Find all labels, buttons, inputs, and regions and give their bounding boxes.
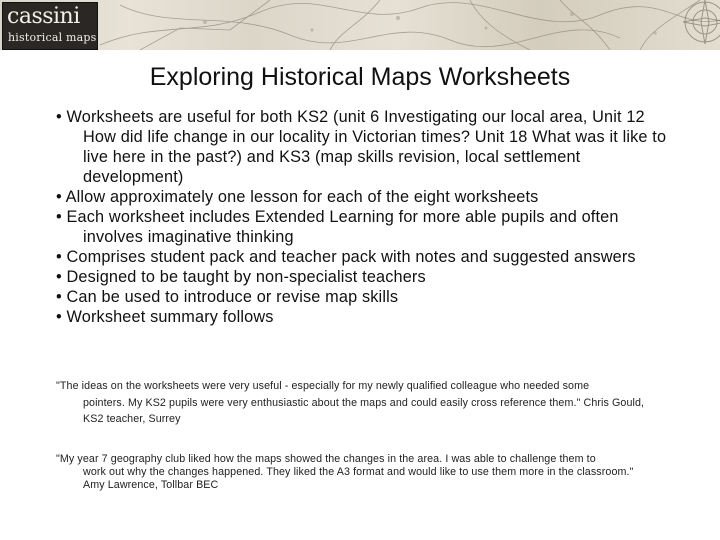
bullet-item: • Allow approximately one lesson for each of the eight worksheets: [56, 188, 539, 206]
bullet-item: • Designed to be taught by non-specialist teachers: [56, 268, 426, 286]
bullet-item: • Can be used to introduce or revise map skills: [56, 288, 399, 306]
logo-wordmark: cassini: [7, 4, 80, 29]
testimonial-first-line: "The ideas on the worksheets were very useful - especially for my newly qualified colleague who needed some: [56, 380, 590, 392]
logo-subtitle: historical maps: [8, 31, 97, 44]
testimonial-first-line: "My year 7 geography club liked how the maps showed the changes in the area. I was able to challenge them to: [56, 453, 596, 465]
testimonial-quote: [56, 453, 656, 493]
map-banner: [0, 0, 720, 50]
testimonial-continuation: work out why the changes happened. They liked the A3 format and would like to use them more in the classroom." Amy Lawrence, Tollbar BEC: [83, 466, 634, 492]
bullet-item: • Comprises student pack and teacher pack with notes and suggested answers: [56, 248, 636, 266]
page-title: Exploring Historical Maps Worksheets: [149, 63, 571, 91]
bullet-list: [56, 107, 681, 327]
compass-rose-icon: [683, 0, 720, 44]
bullet-item: • Each worksheet includes Extended Learning for more able pupils and often involves imaginative thinking: [56, 208, 619, 246]
testimonial-continuation: pointers. My KS2 pupils were very enthusiastic about the maps and could easily cross reference them." Chris Gould, KS2 teacher, Surrey: [83, 396, 645, 425]
historical-map-texture: [0, 0, 720, 50]
cassini-logo: [2, 2, 98, 50]
testimonial-quote: [56, 378, 656, 428]
bullet-item: • Worksheets are useful for both KS2 (unit 6 Investigating our local area, Unit 12 How did life change in our locality in Victorian times? Unit 18 What was it like to live here in the past?) and KS3 (map skills revision, local settlement development): [56, 108, 667, 186]
bullet-item: • Worksheet summary follows: [56, 308, 274, 326]
